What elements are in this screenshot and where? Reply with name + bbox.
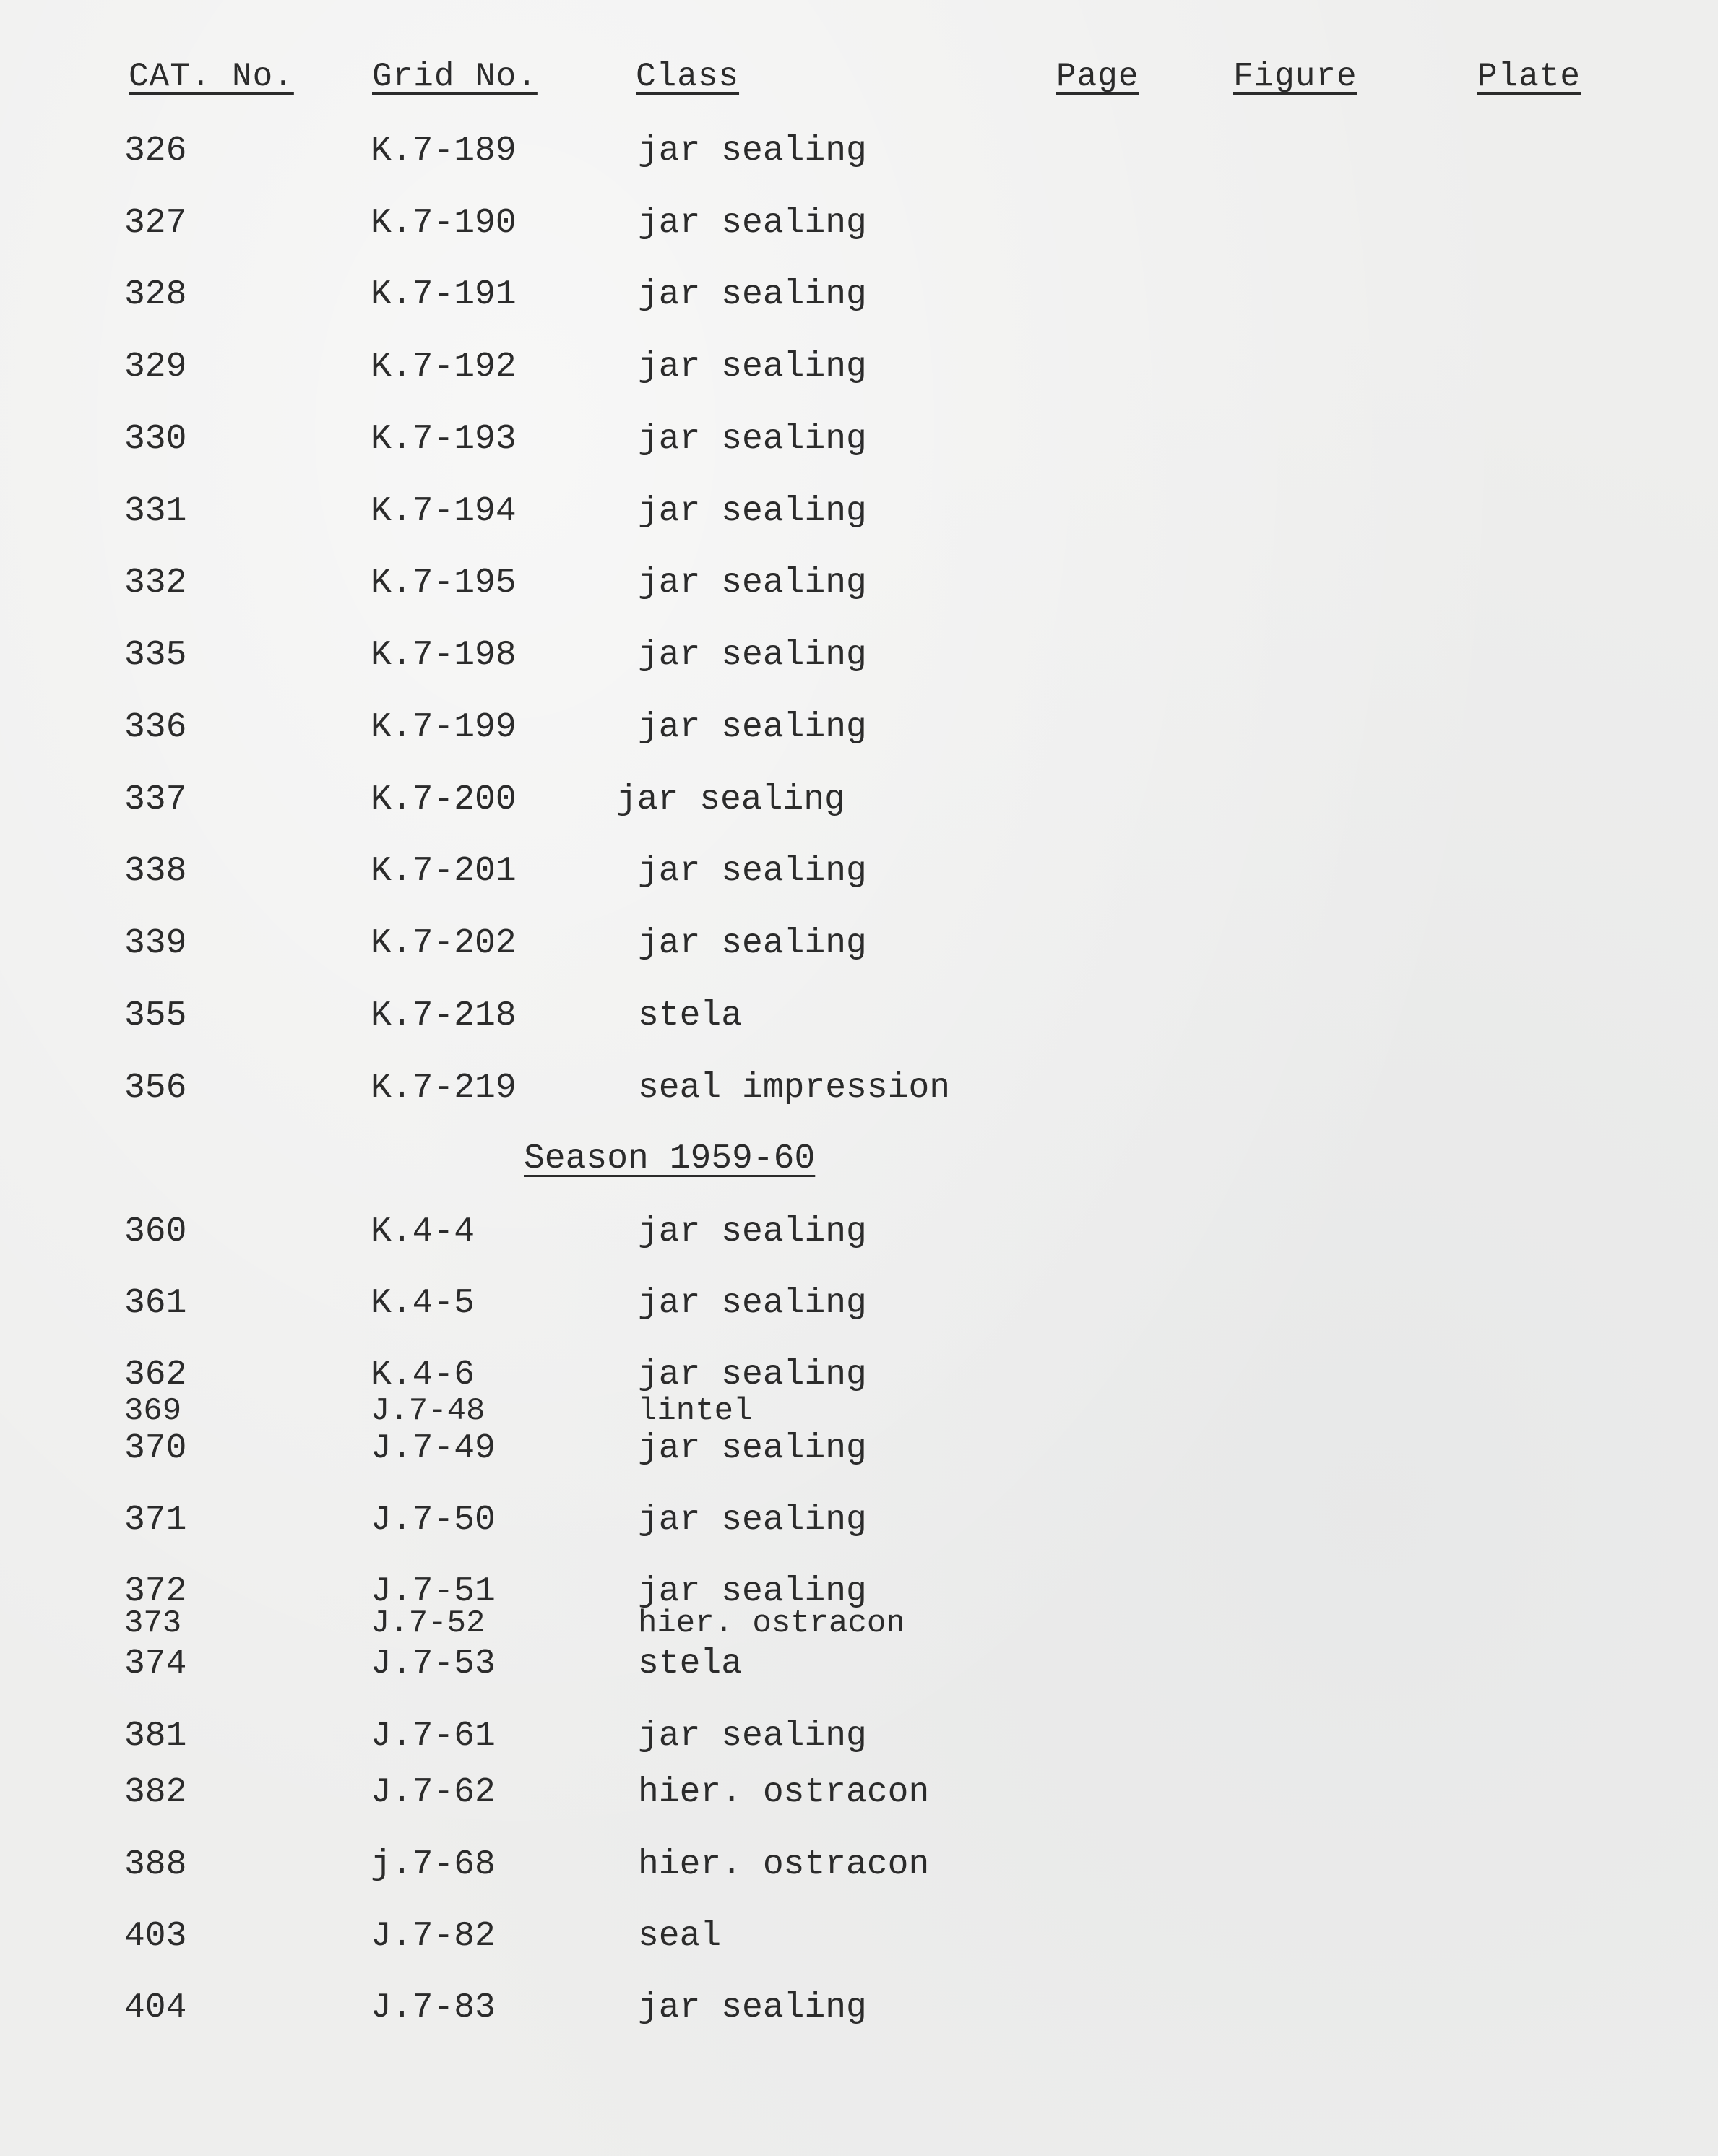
table-row: [0, 1644, 1718, 1688]
table-row: [0, 348, 1718, 391]
cat-no-cell: 337: [124, 780, 187, 819]
table-row: [0, 1069, 1718, 1112]
table-row: [0, 1355, 1718, 1399]
grid-no-cell: K.7-199: [371, 708, 517, 747]
class-cell: jar sealing: [638, 852, 867, 891]
table-row: [0, 1917, 1718, 1960]
header-cat-no: CAT. No.: [129, 58, 294, 95]
table-row: [0, 1845, 1718, 1889]
grid-no-cell: J.7-52: [371, 1605, 485, 1642]
cat-no-cell: 336: [124, 708, 187, 747]
class-cell: hier. ostracon: [638, 1605, 905, 1642]
cat-no-cell: 328: [124, 275, 187, 314]
cat-no-cell: 331: [124, 492, 187, 531]
cat-no-cell: 338: [124, 852, 187, 891]
table-row: [0, 1988, 1718, 2032]
class-cell: jar sealing: [638, 492, 867, 531]
table-row: [0, 708, 1718, 751]
header-figure: Figure: [1233, 58, 1357, 95]
grid-no-cell: K.7-200: [371, 780, 517, 819]
cat-no-cell: 327: [124, 204, 187, 243]
cat-no-cell: 371: [124, 1501, 187, 1540]
cat-no-cell: 404: [124, 1988, 187, 2027]
grid-no-cell: J.7-49: [371, 1429, 496, 1468]
grid-no-cell: K.4-5: [371, 1284, 475, 1323]
table-row: [0, 852, 1718, 895]
class-cell: jar sealing: [638, 348, 867, 387]
cat-no-cell: 339: [124, 924, 187, 963]
cat-no-cell: 374: [124, 1644, 187, 1683]
cat-no-cell: 335: [124, 636, 187, 675]
class-cell: jar sealing: [638, 708, 867, 747]
class-cell: jar sealing: [638, 1284, 867, 1323]
table-row: [0, 131, 1718, 175]
table-row: [0, 1501, 1718, 1544]
grid-no-cell: K.7-193: [371, 420, 517, 459]
class-cell: jar sealing: [638, 1988, 867, 2027]
class-cell: jar sealing: [638, 204, 867, 243]
cat-no-cell: 360: [124, 1212, 187, 1251]
class-cell: lintel: [638, 1393, 753, 1429]
table-row: [0, 492, 1718, 535]
header-grid-no: Grid No.: [372, 58, 538, 95]
class-cell: jar sealing: [638, 1429, 867, 1468]
season-heading: Season 1959-60: [524, 1139, 816, 1178]
cat-no-cell: 361: [124, 1284, 187, 1323]
class-cell: stela: [638, 1644, 743, 1683]
grid-no-cell: J.7-83: [371, 1988, 496, 2027]
grid-no-cell: J.7-48: [371, 1393, 485, 1429]
header-page: Page: [1056, 58, 1139, 95]
class-cell: seal impression: [638, 1069, 951, 1108]
cat-no-cell: 369: [124, 1393, 182, 1429]
class-cell: jar sealing: [638, 420, 867, 459]
grid-no-cell: K.7-194: [371, 492, 517, 531]
cat-no-cell: 326: [124, 131, 187, 171]
table-row: [0, 564, 1718, 607]
table-row: [0, 420, 1718, 463]
grid-no-cell: J.7-82: [371, 1917, 496, 1956]
class-cell: stela: [638, 996, 743, 1035]
table-row: [0, 1429, 1718, 1472]
table-row: [0, 996, 1718, 1040]
cat-no-cell: 355: [124, 996, 187, 1035]
class-cell: jar sealing: [638, 1212, 867, 1251]
class-cell: jar sealing: [638, 564, 867, 603]
cat-no-cell: 381: [124, 1717, 187, 1756]
header-class: Class: [636, 58, 740, 95]
header-plate: Plate: [1477, 58, 1581, 95]
table-row: [0, 275, 1718, 319]
table-row: [0, 636, 1718, 679]
cat-no-cell: 373: [124, 1605, 182, 1642]
cat-no-cell: 388: [124, 1845, 187, 1884]
grid-no-cell: K.7-198: [371, 636, 517, 675]
class-cell: hier. ostracon: [638, 1845, 930, 1884]
grid-no-cell: J.7-53: [371, 1644, 496, 1683]
table-row: [0, 780, 1718, 824]
table-row: [0, 1212, 1718, 1256]
class-cell: jar sealing: [638, 636, 867, 675]
grid-no-cell: K.7-202: [371, 924, 517, 963]
grid-no-cell: J.7-61: [371, 1717, 496, 1756]
cat-no-cell: 403: [124, 1917, 187, 1956]
cat-no-cell: 332: [124, 564, 187, 603]
grid-no-cell: K.7-195: [371, 564, 517, 603]
cat-no-cell: 382: [124, 1773, 187, 1812]
cat-no-cell: 362: [124, 1355, 187, 1394]
class-cell: seal: [638, 1917, 722, 1956]
grid-no-cell: K.7-189: [371, 131, 517, 171]
class-cell: jar sealing: [638, 275, 867, 314]
class-cell: jar sealing: [638, 924, 867, 963]
grid-no-cell: j.7-68: [371, 1845, 496, 1884]
table-row: [0, 1717, 1718, 1760]
class-cell: jar sealing: [638, 1501, 867, 1540]
cat-no-cell: 329: [124, 348, 187, 387]
cat-no-cell: 356: [124, 1069, 187, 1108]
table-row: [0, 924, 1718, 967]
table-row: [0, 204, 1718, 247]
grid-no-cell: K.4-6: [371, 1355, 475, 1394]
table-row: [0, 1773, 1718, 1816]
grid-no-cell: J.7-51: [371, 1572, 496, 1611]
grid-no-cell: J.7-50: [371, 1501, 496, 1540]
cat-no-cell: 370: [124, 1429, 187, 1468]
class-cell: jar sealing: [638, 1572, 867, 1611]
grid-no-cell: K.7-201: [371, 852, 517, 891]
grid-no-cell: K.4-4: [371, 1212, 475, 1251]
grid-no-cell: K.7-219: [371, 1069, 517, 1108]
grid-no-cell: K.7-190: [371, 204, 517, 243]
class-cell: hier. ostracon: [638, 1773, 930, 1812]
grid-no-cell: K.7-192: [371, 348, 517, 387]
cat-no-cell: 372: [124, 1572, 187, 1611]
grid-no-cell: K.7-191: [371, 275, 517, 314]
class-cell: jar sealing: [638, 1355, 867, 1394]
class-cell: jar sealing: [638, 131, 867, 171]
grid-no-cell: K.7-218: [371, 996, 517, 1035]
class-cell: jar sealing: [616, 780, 845, 819]
cat-no-cell: 330: [124, 420, 187, 459]
grid-no-cell: J.7-62: [371, 1773, 496, 1812]
table-row: [0, 1605, 1718, 1649]
class-cell: jar sealing: [638, 1717, 867, 1756]
table-row: [0, 1284, 1718, 1327]
